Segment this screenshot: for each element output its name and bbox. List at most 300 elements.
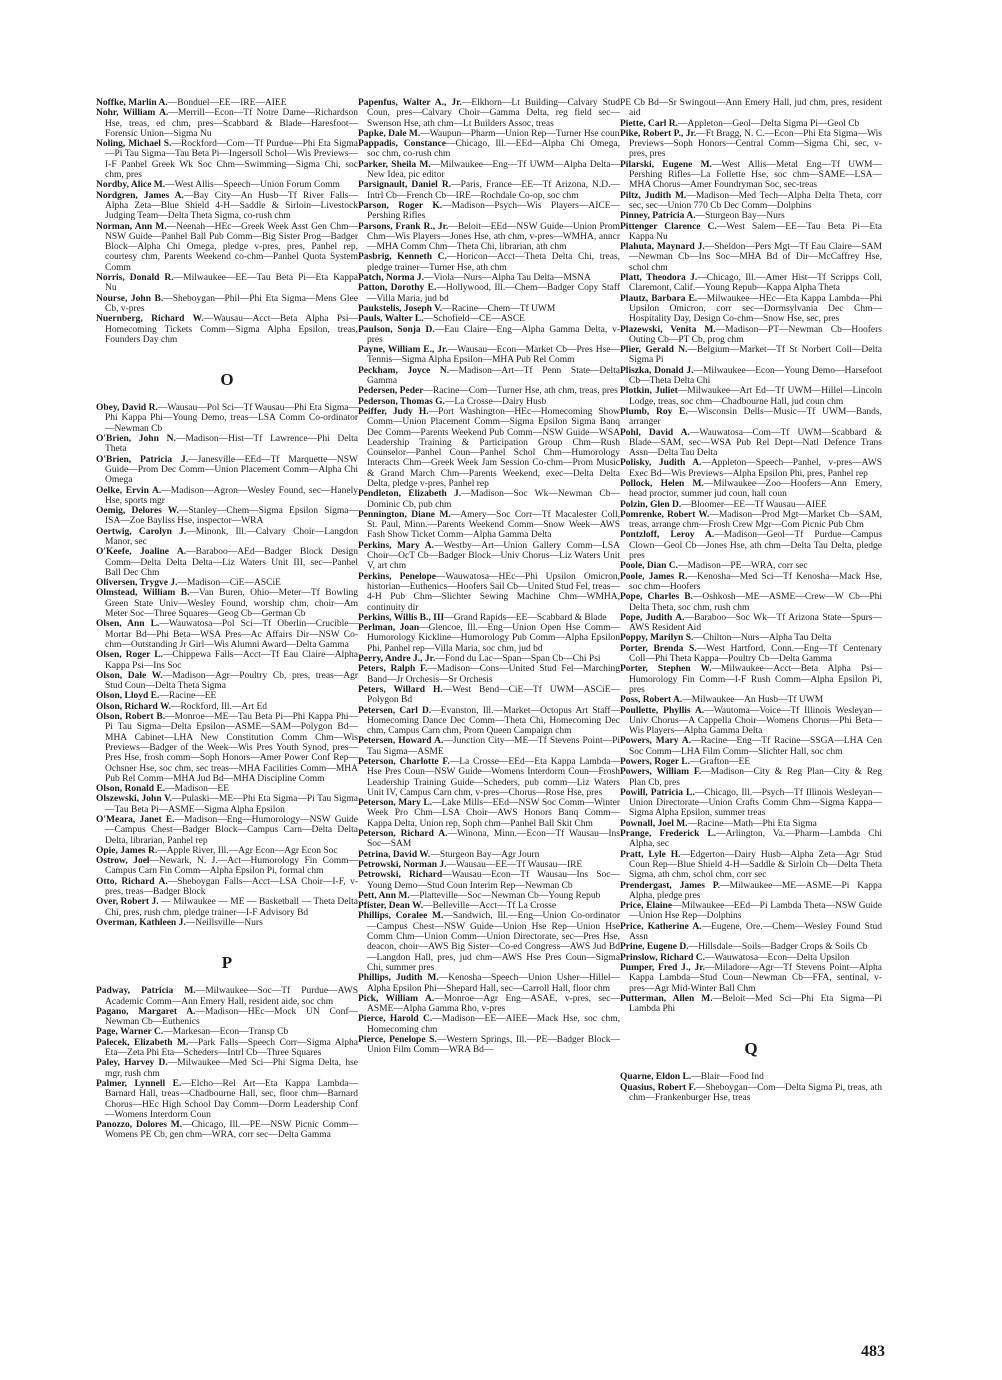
entry-name: Pedersen, Peder bbox=[358, 386, 424, 397]
entry-details: —Beloit—Med Sci—Phi Eta Sigma—Pi Lambda Phi bbox=[629, 993, 882, 1015]
entry-name: Perkins, Mary A. bbox=[358, 540, 434, 551]
entry-name: Phillips, Judith M. bbox=[358, 973, 439, 984]
entry-name: Porter, Brenda S. bbox=[620, 643, 697, 654]
index-entry bbox=[620, 881, 882, 902]
entry-name: O'Brien, Patricia J. bbox=[96, 454, 189, 465]
index-entry bbox=[96, 1120, 358, 1141]
entry-details: —Madison—Soc Wk—Newman Cb—Dominic Cb, pub chm bbox=[367, 489, 620, 510]
entry-name: Oelke, Ervin A. bbox=[96, 485, 162, 496]
entry-details: —Chippewa Falls—Acct—Tf Eau Claire—Alpha Kappa Psi—Ins Soc bbox=[105, 650, 358, 671]
index-entry bbox=[620, 757, 882, 767]
entry-name: Pick, William A. bbox=[358, 993, 435, 1004]
entry-name: Peterson, Mary L. bbox=[358, 798, 433, 809]
entry-details: —Monroe—Agr Eng—ASAE, v-pres, sec—ASME—Alpha Gamma Rho, v-pres bbox=[367, 993, 620, 1015]
index-entry bbox=[358, 98, 620, 129]
index-entry bbox=[96, 1079, 358, 1120]
entry-name: Polzin, Glen D. bbox=[620, 499, 682, 510]
index-entry bbox=[358, 850, 620, 860]
index-entry bbox=[358, 736, 620, 757]
index-entry bbox=[620, 819, 882, 829]
entry-name: Nordgren, James A. bbox=[96, 190, 184, 201]
entry-details: —Wausau—Acct—Beta Alpha Psi—Homecoming Tickets Comm—Sigma Alpha Epsilon, treas, Founders Day chm bbox=[105, 314, 358, 345]
entry-name: Powill, Patricia L. bbox=[620, 787, 695, 798]
entry-name: Quasius, Robert F. bbox=[620, 1082, 696, 1093]
entry-details: —Elkhorn—Lt Building—Calvary Stud Coun, pres—Calvary Choir—Gamma Delta, reg field sec—Swenson Hse, ath chm—Lt Builders Assoc, treas bbox=[367, 98, 620, 129]
entry-details: —Milwaukee—Acct—Beta Alpha Psi—Humorology Fin Comm—I-F Rush Comm—Alpha Epsilon Pi, pres bbox=[629, 664, 883, 695]
entry-details: —Madison—PE—WRA, corr sec bbox=[678, 561, 808, 572]
index-entry bbox=[620, 129, 882, 160]
index-entry bbox=[358, 397, 620, 407]
entry-details: —Chicago, Ill.—EEd—Alpha Chi Omega, soc chm, co-rush chm bbox=[367, 139, 620, 160]
entry-name: Opie, James R. bbox=[96, 845, 158, 856]
entry-details: —Waupun—Pharm—Union Rep—Turner Hse coun bbox=[420, 128, 620, 139]
entry-details: —Lake Mills—EEd—NSW Soc Comm—Winter Week Pro Chm—LSA Choir—AWS Honors Banq Comm—Kappa Delta, Union rep, Soph chm—Panhel Ball Skit Chm bbox=[367, 798, 620, 829]
index-entry bbox=[96, 702, 358, 712]
entry-name: Obey, David R. bbox=[96, 403, 158, 414]
entry-name: Pauls, Walter L. bbox=[358, 314, 424, 325]
entry-name: Palmer, Lynnell E. bbox=[96, 1078, 182, 1089]
index-entry bbox=[358, 685, 620, 706]
entry-details: —Racine—Com—Turner Hse, ath chm, treas, pres bbox=[423, 386, 618, 397]
entry-details: —Madison—Psych—Wis Players—AICE—Pershing Rifles bbox=[367, 200, 621, 222]
entry-details: —Port Washington—HEc—Homecoming Show Comm—Union Placement Comm—Sigma Epsilon Sigma Banq Dec Comm—Parents Weekend Pub Comm—NSW Guide—WSA Leadership Training & Participation Group Chm—Rush Counselor—Panhel Coun—Panhel Schol Chm—Humorology Interacts Chm—Greek Week Jam Session Co-chm—Prom Music & Grand March Chm—Parents Weekend, exec—Delta Delta Delta, pledge v-pres, Panhel rep bbox=[367, 406, 620, 489]
index-entry bbox=[358, 798, 620, 829]
entry-name: Pope, Judith A. bbox=[620, 612, 685, 623]
entry-details: —Milwaukee—EE—Tau Beta Pi—Eta Kappa Nu bbox=[105, 273, 358, 294]
entry-name: Pliszka, Donald J. bbox=[620, 365, 694, 376]
index-entry bbox=[358, 891, 620, 901]
entry-name: O'Meara, Janet E. bbox=[96, 815, 175, 825]
entry-details: —Belleville—Acct—Tf La Crosse bbox=[423, 901, 557, 912]
entry-details: —Madison—Art—Tf Penn State—Delta Gamma bbox=[367, 365, 620, 387]
index-entry bbox=[96, 650, 358, 671]
index-entry bbox=[620, 1072, 882, 1082]
entry-details: —Bloomer—EE—Tf Wausau—AIEE bbox=[681, 499, 827, 510]
entry-details: —Wausau—Econ—Tf Wausau—Ins Soc—Young Demo—Stud Coun Interim Rep—Newman Cb bbox=[367, 870, 620, 891]
entry-name: Prine, Eugene D. bbox=[620, 942, 689, 953]
entry-details: —Appleton—Speech—Panhel, v-pres—AWS Exec Bd—Wis Previews—Alpha Epsilon Phi, pres, Panhel rep bbox=[629, 458, 882, 479]
entry-name: Poole, James R. bbox=[620, 571, 688, 582]
entry-name: Perkins, Willis B., III bbox=[358, 612, 445, 623]
index-entry bbox=[358, 252, 620, 273]
entry-name: Page, Warner C. bbox=[96, 1027, 164, 1038]
index-entry bbox=[620, 366, 882, 387]
index-entry bbox=[620, 633, 882, 643]
entry-details: —Rockford—Com—Tf Purdue—Phi Eta Sigma—Pi Tau Sigma—Tau Beta Pi—Ingersoll Schol—Wis Previews—I-F Panhel Greek Wk Soc Chm—Swimming—Sigma Chi, soc chm, pres bbox=[105, 139, 358, 181]
entry-name: Pasbrig, Kenneth C. bbox=[358, 252, 447, 263]
index-entry bbox=[620, 294, 882, 325]
entry-details: —Winona, Minn.—Econ—Tf Wausau—Ins Soc—SAM bbox=[367, 829, 621, 850]
entry-details: —Sturgeon Bay—Agr Journ bbox=[430, 849, 540, 860]
entry-details: —Kenosha—Med Sci—Tf Kenosha—Mack Hse, soc chm—Hoofers bbox=[629, 571, 882, 592]
entry-name: Pfister, Dean W. bbox=[358, 901, 424, 912]
entry-name: Olson, Richard W. bbox=[96, 701, 171, 712]
entry-name: Petrina, David W. bbox=[358, 849, 431, 860]
entry-details: —Sturgeon Bay—Nurs bbox=[695, 211, 785, 222]
entry-details: —Stanley—Chem—Sigma Epsilon Sigma—ISA—Zoe Bayliss Hse, inspector—WRA bbox=[105, 506, 359, 527]
index-entry bbox=[358, 510, 620, 541]
entry-details: —Amery—Soc Corr—Tf Macalester Coll, St. Paul, Minn.—Parents Weekend Comm—Snow Week—AWS Fash Show Ticket Comm—Alpha Gamma Delta bbox=[367, 509, 620, 541]
index-entry bbox=[358, 180, 620, 201]
entry-name: Olmstead, William B. bbox=[96, 588, 190, 599]
index-entry bbox=[358, 489, 620, 510]
index-entry bbox=[96, 856, 358, 877]
entry-name: Pike, Robert P., Jr. bbox=[620, 128, 697, 139]
index-column-2 bbox=[358, 98, 620, 1056]
index-entry bbox=[620, 160, 882, 191]
entry-details: —Madison—PT—Newman Cb—Hoofers Outing Cb—PT Cb, prog chm bbox=[629, 324, 882, 345]
entry-details: —La Crosse—Dairy Husb bbox=[444, 396, 547, 407]
entry-name: Quarne, Eldon L. bbox=[620, 1072, 692, 1083]
entry-name: Prange, Frederick L. bbox=[620, 829, 717, 840]
index-entry bbox=[358, 829, 620, 850]
entry-name: Poole, Dian C. bbox=[620, 561, 679, 572]
index-entry bbox=[358, 973, 620, 994]
entry-name: Powers, William F. bbox=[620, 767, 702, 778]
entry-details: —Pulaski—ME—Phi Eta Sigma—Pi Tau Sigma—Tau Beta Pi—ASME—Sigma Alpha Epsilon bbox=[105, 794, 358, 815]
entry-details: —Horicon—Acct—Theta Delta Chi, treas, pledge trainer—Turner Hse, ath chm bbox=[367, 252, 621, 273]
entry-name: Plautz, Barbara E. bbox=[620, 293, 698, 304]
index-entry bbox=[620, 386, 882, 407]
entry-name: Pennington, Diane M. bbox=[358, 509, 451, 520]
entry-details: —Belgium—Market—Tf St Norbert Coll—Delta Sigma Pi bbox=[629, 345, 882, 366]
entry-details: —Minonk, Ill.—Calvary Choir—Langdon Manor, sec bbox=[105, 526, 358, 547]
entry-details: —Junction City—ME—Tf Stevens Point—Pi Tau Sigma—ASME bbox=[367, 736, 621, 757]
entry-details: —Milwaukee—HEc—Eta Kappa Lambda—Phi Upsilon Omicron, corr sec—Dormsylvania Dec Chm—Hospitality Day, Design Co-chm—Snow Hse, sec, pres bbox=[629, 293, 882, 325]
index-entry bbox=[96, 918, 358, 928]
index-entry bbox=[96, 273, 358, 294]
index-entry bbox=[620, 613, 882, 634]
entry-details: —Madison—EE—AIEE—Mack Hse, soc chm, Homecoming chm bbox=[367, 1014, 620, 1035]
index-entry bbox=[96, 455, 358, 486]
index-entry bbox=[96, 815, 358, 846]
index-entry bbox=[358, 129, 620, 139]
entry-details: —Elcho—Rel Art—Eta Kappa Lambda—Barnard Hall, treas—Chadbourne Hall, sec, floor chm—Barnard Chorus—HEc High School Day Comm—Dorm Leadership Conf—Womens Interdorm Coun bbox=[105, 1078, 358, 1120]
index-entry bbox=[358, 1014, 620, 1035]
entry-name: Norris, Donald R. bbox=[96, 273, 174, 284]
entry-details: —Madison—Hist—Tf Lawrence—Phi Delta Theta bbox=[105, 434, 358, 455]
entry-details: —Racine—Math—Phi Eta Sigma bbox=[687, 818, 817, 829]
entry-name: Price, Katherine A. bbox=[620, 921, 702, 932]
entry-name: Petrowski, Richard bbox=[358, 870, 443, 881]
section-letter-heading: Q bbox=[744, 1039, 758, 1059]
entry-details: —Milwaukee—An Husb—Tf UWM bbox=[682, 695, 824, 706]
entry-name: O'Brien, John N. bbox=[96, 434, 176, 445]
entry-name: Olson, Robert B. bbox=[96, 712, 166, 723]
index-entry bbox=[96, 578, 358, 588]
entry-name: Parson, Roger K. bbox=[358, 200, 443, 211]
entry-name: Nuernberg, Richard W. bbox=[96, 314, 204, 325]
entry-name: Olson, Dale W. bbox=[96, 670, 163, 681]
entry-details: —Chicago, Ill.—PE—NSW Picnic Comm—Womens PE Cb, gen chm—WRA, corr sec—Delta Gamma bbox=[105, 1120, 358, 1141]
entry-details: —Wauwatosa—Com—Tf UWM—Scabbard & Blade—SAM, sec—WSA Pub Rel Dept—Natl Defence Trans Assn—Delta Tau Delta bbox=[629, 427, 882, 459]
index-entry bbox=[358, 757, 620, 798]
entry-details: —Fond du Lac—Span—Span Cb—Chi Psi bbox=[435, 654, 601, 665]
entry-name: Pierce, Penelope S. bbox=[358, 1035, 437, 1046]
entry-name: Parsignault, Daniel R. bbox=[358, 180, 452, 191]
index-entry bbox=[620, 191, 882, 212]
entry-details: PE Cb Bd—Sr Swingout—Ann Emery Hall, jud chm, pres, resident aid bbox=[620, 98, 882, 119]
entry-details: —West Bend—CiE—Tf UWM—ASCiE—Polygon Bd bbox=[367, 684, 620, 706]
entry-name: Olsen, Roger L. bbox=[96, 650, 163, 661]
entry-name: O'Keefe, Joaline A. bbox=[96, 547, 187, 558]
entry-name: Olszewski, John V. bbox=[96, 794, 172, 805]
entry-details: —Madison—Med Tech—Alpha Delta Theta, corr sec, sec—Union 770 Cb Dec Comm—Dolphins bbox=[629, 190, 882, 211]
entry-name: Piltz, Judith M. bbox=[620, 190, 687, 201]
index-entry bbox=[96, 588, 358, 619]
entry-name: Oertwig, Carolyn J. bbox=[96, 526, 187, 537]
entry-details: —Paris, France—EE—Tf Arizona, N.D.—Intrl Cb—French Cb—IRE—Rochdale Co-op, soc chm bbox=[367, 180, 621, 201]
index-entry bbox=[96, 98, 358, 108]
entry-details: —Madison—Geol—Tf Purdue—Campus Clown—Geol Cb—Jones Hse, ath chm—Delta Tau Delta, pledge pres bbox=[629, 530, 882, 562]
entry-name: Pendleton, Elizabeth J. bbox=[358, 489, 462, 500]
index-entry bbox=[358, 572, 620, 613]
index-entry bbox=[96, 986, 358, 1007]
entry-name: Plahuta, Maynard J. bbox=[620, 242, 705, 253]
entry-name: Powers, Mary A. bbox=[620, 736, 692, 747]
entry-details: —Eau Claire—Eng—Alpha Gamma Delta, v-pres bbox=[367, 324, 620, 345]
entry-name: Plumb, Roy E. bbox=[620, 406, 688, 417]
entry-name: Poullette, Phyllis A. bbox=[620, 705, 705, 716]
index-entry bbox=[358, 273, 620, 283]
entry-details: —Sandwich, Ill.—Eng—Union Co-ordinator—Campus Chest—NSW Guide—Union Hse Rep—Union Hse Comm Chm—Union Comm—Union Directorate, sec—Pres Hse, deacon, choir—AWS Big Sister—Co-ed Congress—AWS Jud Bd—Langdon Hall, pres, jud chm—AWS Hse Pres Coun—Sigma Chi, summer pres bbox=[367, 911, 620, 973]
index-entry bbox=[620, 901, 882, 922]
entry-name: Payne, William E., Jr. bbox=[358, 345, 448, 356]
entry-name: Pratt, Lyle H. bbox=[620, 849, 681, 860]
index-entry bbox=[620, 695, 882, 705]
entry-details: —Wausau—Pol Sci—Tf Wausau—Phi Eta Sigma—Phi Kappa Phi—Young Demo, treas—LSA Comm Co-ordinator—Newman Cb bbox=[105, 403, 358, 434]
index-entry bbox=[358, 160, 620, 181]
index-entry bbox=[96, 671, 358, 692]
entry-details: —Madison—Agr—Poultry Cb, pres, treas—Agr Stud Coun—Delta Theta Sigma bbox=[105, 670, 359, 692]
index-entry bbox=[358, 222, 620, 253]
index-entry bbox=[96, 403, 358, 434]
entry-details: —Milwaukee—Art Ed—Tf UWM—Hillel—Lincoln Lodge, treas, soc chm—Chadbourne Hall, jud coun chm bbox=[629, 386, 882, 407]
index-entry bbox=[620, 273, 882, 294]
index-entry bbox=[620, 458, 882, 479]
entry-name: Peterson, Charlotte F. bbox=[358, 757, 450, 767]
entry-name: Porter, Stephen W. bbox=[620, 664, 712, 675]
entry-details: —La Crosse—EEd—Eta Kappa Lambda—Hse Pres Coun—NSW Guide—Womens Interdorm Coun—Frosh Leadership Training Guide—Scheders, pub comm—Liz Waters Unit IV, Campus Carn chm, v-pres—Chorus—Rose Hse, pres bbox=[367, 757, 620, 798]
entry-details: —Baraboo—AEd—Badger Block Design Comm—Delta Delta Delta—Liz Waters Unit III, sec—Panhel Ball Dec Chm bbox=[105, 547, 358, 578]
index-entry bbox=[620, 736, 882, 757]
entry-details: —Schofield—CE—ASCE bbox=[423, 314, 525, 325]
entry-details: —Merrill—Econ—Tf Notre Dame—Richardson Hse, treas, ed chm, pres—Scabbard & Blade—Haresfoot—Forensic Union—Sigma Nu bbox=[105, 108, 358, 139]
index-entry bbox=[620, 850, 882, 881]
entry-details: —Markesan—Econ—Transp Cb bbox=[163, 1027, 289, 1038]
entry-name: Pittenger Clarence C. bbox=[620, 221, 717, 232]
index-entry bbox=[620, 1083, 882, 1104]
entry-name: Peters, Ralph F. bbox=[358, 664, 428, 675]
entry-details: —Grand Rapids—EE—Scabbard & Blade bbox=[444, 612, 607, 623]
entry-name: Olson, Lloyd E. bbox=[96, 691, 160, 702]
entry-name: Perry, Andre J., Jr. bbox=[358, 654, 436, 665]
entry-details: —Milwaukee—ME—ASME—Pi Kappa Alpha, pledge pres bbox=[629, 880, 882, 901]
entry-details: —Hollywood, Ill.—Chem—Badger Copy Staff—Villa Maria, jud bd bbox=[367, 283, 621, 304]
entry-details: —Eugene, Ore.—Chem—Wesley Found Stud Assn bbox=[629, 921, 882, 943]
index-entry bbox=[358, 139, 620, 160]
entry-details: — Milwaukee — ME — Basketball — Theta Delta Chi, pres, rush chm, pledge trainer—I-F Advisory Bd bbox=[105, 897, 358, 918]
entry-name: Plier, Gerald N. bbox=[620, 345, 688, 356]
entry-details: —Sheboygan Falls—Acct—LSA Choir—I-F, v-pres, treas—Badger Block bbox=[105, 876, 358, 898]
entry-details: —Racine—EE bbox=[159, 691, 217, 702]
index-entry bbox=[620, 98, 882, 119]
entry-details: —Western Springs, Ill.—PE—Badger Block—Union Film Comm—WRA Bd— bbox=[367, 1035, 620, 1056]
entry-name: Perlman, Joan bbox=[358, 623, 420, 634]
index-entry bbox=[96, 897, 358, 918]
index-entry bbox=[620, 242, 882, 273]
entry-name: Plazewski, Venita M. bbox=[620, 324, 716, 335]
index-entry bbox=[96, 434, 358, 455]
entry-details: —Baraboo—Soc Wk—Tf Arizona State—Spurs—AWS Resident Aid bbox=[629, 612, 882, 634]
entry-details: —Wisconsin Dells—Music—Tf UWM—Bands, arranger bbox=[629, 406, 882, 428]
entry-name: Peiffer, Judy H. bbox=[358, 406, 429, 417]
entry-details: —West Hartford, Conn.—Eng—Tf Centenary Coll—Phi Theta Kappa—Poultry Cb—Delta Gamma bbox=[629, 643, 882, 665]
entry-details: —Milwaukee—Eng—Tf UWM—Alpha Delta—New Idea, pic editor bbox=[367, 159, 620, 181]
entry-details: —Milwaukee—Econ—Young Demo—Harsefoot Cb—Theta Delta Chi bbox=[629, 365, 882, 387]
index-entry bbox=[358, 407, 620, 489]
index-entry bbox=[620, 222, 882, 243]
entry-details: —Wauwatosa—Econ—Delta Upsilon bbox=[704, 952, 850, 963]
index-entry bbox=[96, 1007, 358, 1028]
entry-name: Paley, Harvey D. bbox=[96, 1058, 168, 1069]
index-entry bbox=[620, 592, 882, 613]
entry-details: —Apple River, Ill.—Agr Econ—Agr Econ Soc bbox=[157, 845, 338, 856]
entry-name: Pownall, Joel M. bbox=[620, 818, 688, 829]
entry-details: —Ft Bragg, N. C.—Econ—Phi Eta Sigma—Wis Previews—Soph Honors—Central Comm—Sigma Chi, sec, v-pres, pres bbox=[629, 128, 882, 160]
index-entry bbox=[620, 325, 882, 346]
entry-name: Pontzloff, Leroy A. bbox=[620, 530, 715, 541]
entry-name: Noling, Michael S. bbox=[96, 139, 172, 150]
section-letter-heading: P bbox=[221, 953, 233, 973]
index-entry bbox=[96, 294, 358, 315]
entry-name: Ostrow, Joel bbox=[96, 856, 150, 867]
entry-details: —Arlington, Va.—Pharm—Lambda Chi Alpha, sec bbox=[629, 829, 883, 850]
entry-name: Padway, Patricia M. bbox=[96, 986, 196, 997]
entry-details: —Chilton—Nurs—Alpha Tau Delta bbox=[693, 633, 832, 644]
entry-details: —West Salem—EE—Tau Beta Pi—Eta Kappa Nu bbox=[629, 221, 882, 242]
entry-name: Price, Elaine bbox=[620, 901, 673, 912]
entry-details: —Janesville—EEd—Tf Marquette—NSW Guide—Prom Dec Comm—Union Placement Comm—Alpha Chi Omega bbox=[105, 454, 358, 486]
index-column-1 bbox=[96, 98, 358, 1141]
index-entry bbox=[358, 1035, 620, 1056]
index-entry bbox=[96, 784, 358, 794]
entry-name: Prendergast, James P. bbox=[620, 880, 721, 891]
index-entry bbox=[96, 619, 358, 650]
index-entry bbox=[358, 541, 620, 572]
entry-details: —Wauwatosa—HEc—Phi Upsilon Omicron, historian—Euthenics—Hoofers Sail Cb—United Stud Fel, treas—4-H Pub Chm—Slichter Sewing Machine Chm—WMHA, continuity dir bbox=[367, 571, 620, 613]
entry-name: Oliversen, Trygve J. bbox=[96, 578, 178, 589]
entry-name: Paulson, Sonja D. bbox=[358, 324, 435, 335]
index-entry bbox=[620, 561, 882, 571]
entry-details: —Chicago, Ill.—Amer Hist—Tf Scripps Coll, Claremont, Calif.—Young Repub—Kappa Alpha Theta bbox=[629, 273, 882, 294]
entry-name: Patton, Dorothy E. bbox=[358, 283, 437, 294]
entry-name: Peters, Willard H. bbox=[358, 684, 443, 695]
index-entry bbox=[620, 942, 882, 952]
entry-details: —Wausau—EE—Tf Wausau—IRE bbox=[446, 859, 583, 870]
index-entry bbox=[96, 794, 358, 815]
entry-details: —Oshkosh—ME—ASME—Crew—W Cb—Phi Delta Theta, soc chm, rush chm bbox=[629, 592, 883, 613]
entry-name: Palecek, Elizabeth M. bbox=[96, 1037, 189, 1048]
entry-name: Overman, Kathleen J. bbox=[96, 917, 186, 928]
entry-details: —Wausau—Econ—Market Cb—Pres Hse—Tennis—Sigma Alpha Epsilon—MHA Pub Rel Comm bbox=[367, 345, 620, 366]
index-entry bbox=[96, 1027, 358, 1037]
entry-name: Olson, Ronald E. bbox=[96, 784, 166, 795]
index-entry bbox=[96, 486, 358, 507]
entry-details: —Sheldon—Pers Mgt—Tf Eau Claire—SAM—Newman Cb—Ins Soc—MHA Bd of Dir—McCaffrey Hse, schol chm bbox=[629, 242, 882, 273]
entry-details: —Kenosha—Speech—Union Usher—Hillel—Alpha Epsilon Phi—Shepard Hall, sec—Carroll Hall, floor chm bbox=[367, 973, 620, 994]
entry-details: —Newark, N. J.—Act—Humorology Fin Comm—Campus Carn Fin Comm—Alpha Epsilon Pi, formal chm bbox=[105, 856, 358, 877]
entry-details: —Sheboygan—Phil—Phi Eta Sigma—Mens Glee Cb, v-pres bbox=[105, 293, 358, 314]
entry-details: —Milwaukee—Zoo—Hoofers—Ann Emery, head proctor, summer jud coun, hall coun bbox=[629, 478, 882, 500]
entry-name: Parker, Sheila M. bbox=[358, 159, 431, 170]
entry-details: —Neillsville—Nurs bbox=[185, 917, 263, 928]
index-entry bbox=[358, 325, 620, 346]
index-entry bbox=[620, 572, 882, 593]
entry-name: Perkins, Penelope bbox=[358, 571, 436, 582]
entry-name: Poppy, Marilyn S. bbox=[620, 633, 694, 644]
index-entry bbox=[358, 901, 620, 911]
index-entry bbox=[620, 479, 882, 500]
index-entry bbox=[620, 994, 882, 1015]
index-entry bbox=[358, 386, 620, 396]
entry-details: —Racine—Chem—Tf UWM bbox=[442, 303, 556, 314]
entry-name: Polisky, Judith A. bbox=[620, 458, 702, 469]
index-entry bbox=[620, 922, 882, 943]
entry-details: —West Allis—Metal Eng—Tf UWM—Pershing Rifles—La Follette Hse, soc chm—SAME—LSA—MHA Chorus—Amer Foundryman Soc, sec-treas bbox=[629, 159, 882, 191]
entry-details: —Madison—Prod Mgt—Market Cb—SAM, treas, arrange chm—Frosh Crew Mgr—Com Picnic Pub Chm bbox=[629, 509, 882, 531]
entry-name: Poss, Robert A. bbox=[620, 695, 683, 706]
index-entry bbox=[620, 767, 882, 788]
entry-details: —Madison—Cons—United Stud Fel—Marching Band—Jr Orchesis—Sr Orchesis bbox=[367, 664, 621, 685]
entry-details: —Blair—Food Ind bbox=[691, 1072, 764, 1083]
entry-name: Nohr, William A. bbox=[96, 108, 169, 119]
entry-details: —Park Falls—Speech Corr—Sigma Alpha Eta—Zeta Phi Eta—Scheders—Intrl Cb—Three Squares bbox=[105, 1037, 358, 1059]
entry-details: —Wauwatosa—Pol Sci—Tf Oberlin—Crucible—Mortar Bd—Phi Beta—WSA Pres—Ac Affairs Dir—NSW Co-chm—Outstanding Jr Girl—Wis Alumni Award—Delta Gamma bbox=[105, 619, 358, 650]
index-entry bbox=[620, 664, 882, 695]
entry-details: —Evanston, Ill.—Market—Octopus Art Staff—Homecoming Dance Dec Comm—Theta Chi, Homecoming Dec chm, Campus Carn chm, Prom Queen Campaign chm bbox=[367, 705, 620, 737]
index-entry bbox=[96, 108, 358, 139]
entry-name: Putterman, Allen M. bbox=[620, 993, 713, 1004]
index-entry bbox=[620, 644, 882, 665]
entry-name: Papenfus, Walter A., Jr. bbox=[358, 98, 462, 108]
index-entry bbox=[96, 1058, 358, 1079]
index-entry bbox=[96, 691, 358, 701]
index-entry bbox=[358, 654, 620, 664]
entry-details: —Madison—City & Reg Plan—City & Reg Plan Cb, pres bbox=[629, 767, 882, 788]
entry-details: —Neenah—HEc—Greek Week Asst Gen Chm—NSW Guide—Panhel Ball Pub Comm—Big Sister Prog—Badger Block—Alpha Chi Omega, pledge v-pres, pres, Panhel rep, courtesy chm, Parents Weekend co-chm—Panhel Quota System Comm bbox=[105, 221, 358, 273]
entry-name: Pagano, Margaret A. bbox=[96, 1006, 196, 1017]
entry-details: —West Allis—Speech—Union Forum Comm bbox=[165, 180, 340, 191]
entry-details: —Madison—Eng—Humorology—NSW Guide—Campus Chest—Badger Block—Campus Carn—Delta Delta Delta, librarian, Panhel rep bbox=[105, 815, 358, 846]
entry-name: Prinslow, Richard C. bbox=[620, 952, 705, 963]
index-column-3 bbox=[620, 98, 882, 1103]
entry-details: —Madison—Agron—Wesley Found, sec—Hanely Hse, sports mgr bbox=[105, 485, 358, 506]
entry-name: Peterson, Richard A. bbox=[358, 829, 448, 840]
index-entry bbox=[358, 283, 620, 304]
entry-name: Pilarski, Eugene M. bbox=[620, 159, 712, 170]
index-entry bbox=[96, 180, 358, 190]
entry-details: —Van Buren, Ohio—Meter—Tf Bowling Green State Univ—Wesley Found, worship chm, choir—Am Meter Soc—Three Squares—Geog Cb—German Cb bbox=[105, 588, 358, 620]
entry-name: Pumper, Fred J., Jr. bbox=[620, 962, 705, 973]
entry-details: —Hillsdale—Soils—Badger Crops & Soils Cb bbox=[688, 942, 868, 953]
index-entry bbox=[96, 527, 358, 548]
entry-name: Noffke, Marlin A. bbox=[96, 98, 168, 108]
section-letter-heading: O bbox=[220, 370, 234, 390]
entry-name: Peckham, Joyce N. bbox=[358, 365, 450, 376]
entry-name: Oemig, Delores W. bbox=[96, 506, 179, 517]
entry-name: Panozzo, Dolores M. bbox=[96, 1120, 183, 1131]
